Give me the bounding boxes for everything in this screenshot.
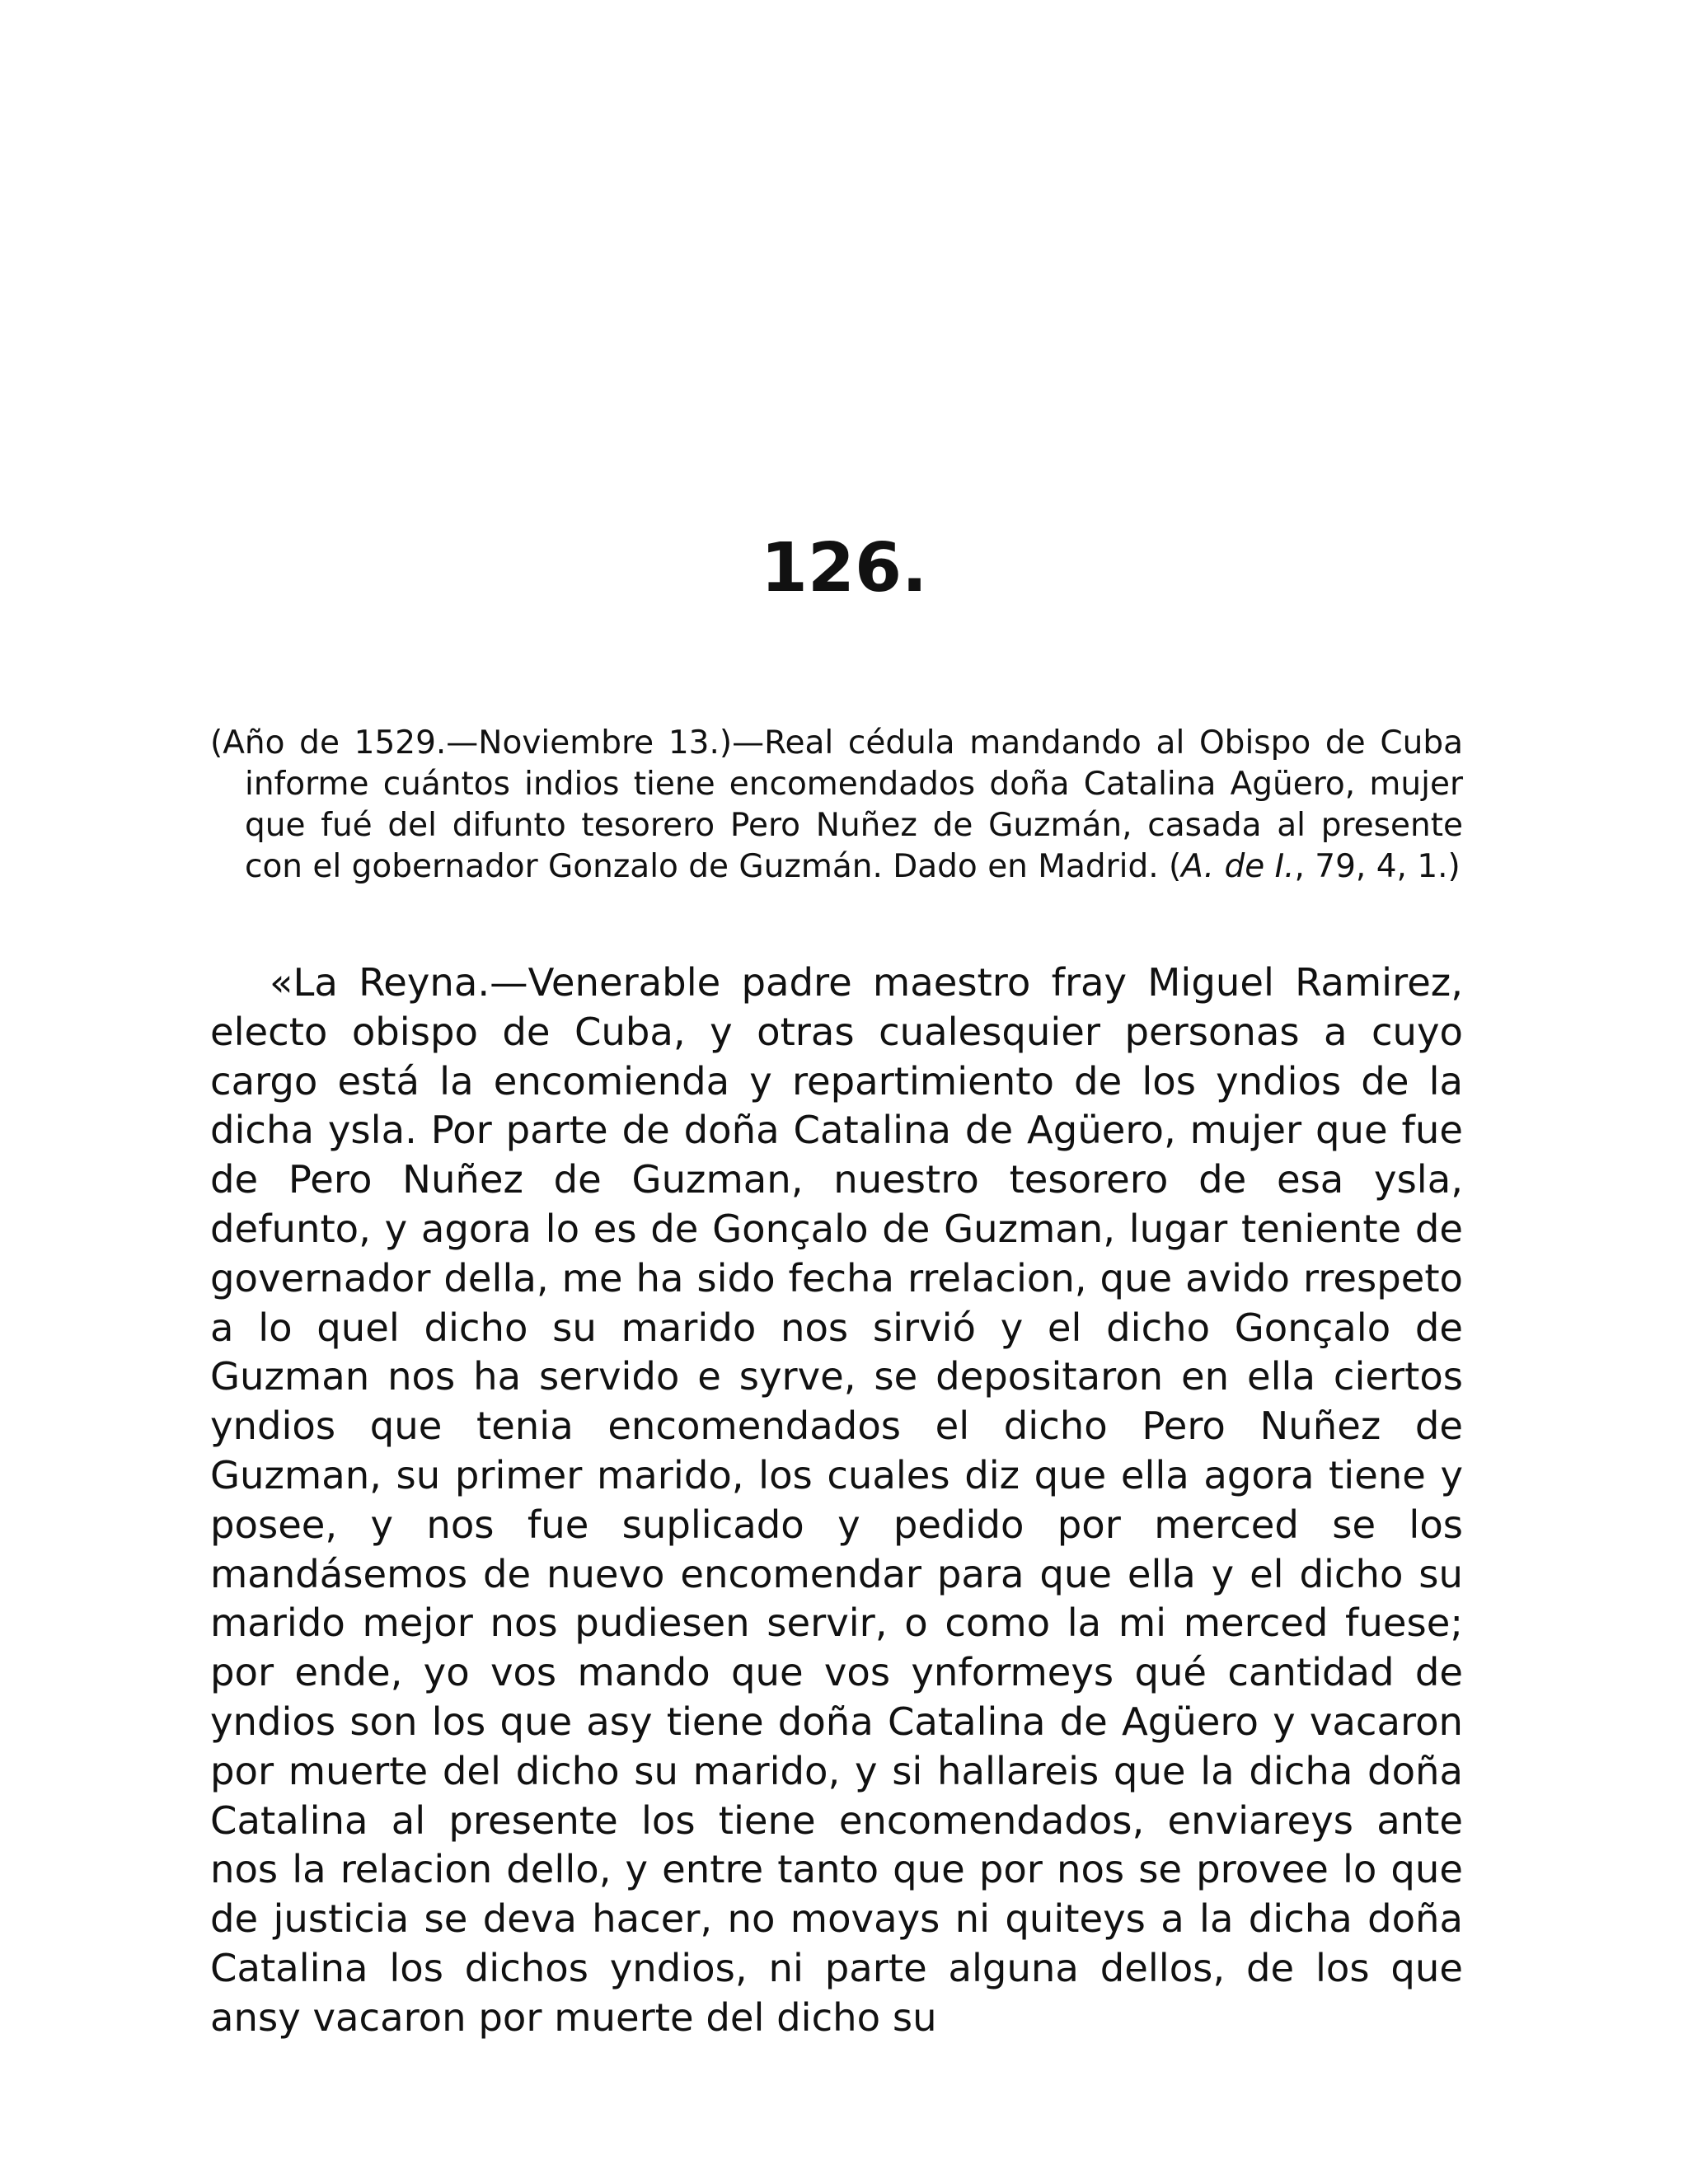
summary-text: (Año de 1529.—Noviembre 13.)—Real cédula mandando al Obispo de Cuba informe cuántos indios tiene encomendados doña Catalina Agüero, mujer que fué del difunto tesorero Pero Nuñez de Guzmán, casada al presente con el gobernador Gonzalo de Guzmán. Dado en Madrid. ( [210,724,1463,885]
archive-reference: A. de I. [1181,848,1295,885]
summary-reference-numbers: , 79, 4, 1.) [1294,848,1461,885]
document-number: 126. [760,529,928,607]
document-body: «La Reyna.—Venerable padre maestro fray Miguel Ramirez, electo obispo de Cuba, y otras cualesquier personas a cuyo cargo está la encomienda y repartimiento de los yndios de la dicha ysla. Por parte de doña Catalina de Agüero, mujer que fue de Pero Nuñez de Guzman, nuestro tesorero de esa ysla, defunto, y agora lo es de Gonçalo de Guzman, lugar teniente de governador della, me ha sido fecha rrelacion, que avido rrespeto a lo quel dicho su marido nos sirvió y el dicho Gonçalo de Guzman nos ha servido e syrve, se depositaron en ella ciertos yndios que tenia encomendados el dicho Pero Nuñez de Guzman, su primer marido, los cuales diz que ella agora tiene y posee, y nos fue suplicado y pedido por merced se los mandásemos de nuevo encomendar para que ella y el dicho su marido mejor nos pudiesen servir, o como la mi merced fuese; por ende, yo vos mando que vos ynformeys qué cantidad de yndios son los que asy tiene doña Catalina de Agüero y vacaron por muerte del dicho su marido, y si hallareis que la dicha doña Catalina al presente los tiene encomendados, enviareys ante nos la relacion dello, y entre tanto que por nos se provee lo que de justicia se deva hacer, no movays ni quiteys a la dicha doña Catalina los dichos yndios, ni parte alguna dellos, de los que ansy vacaron por muerte del dicho su [210,960,1463,2040]
document-summary [210,723,1463,888]
